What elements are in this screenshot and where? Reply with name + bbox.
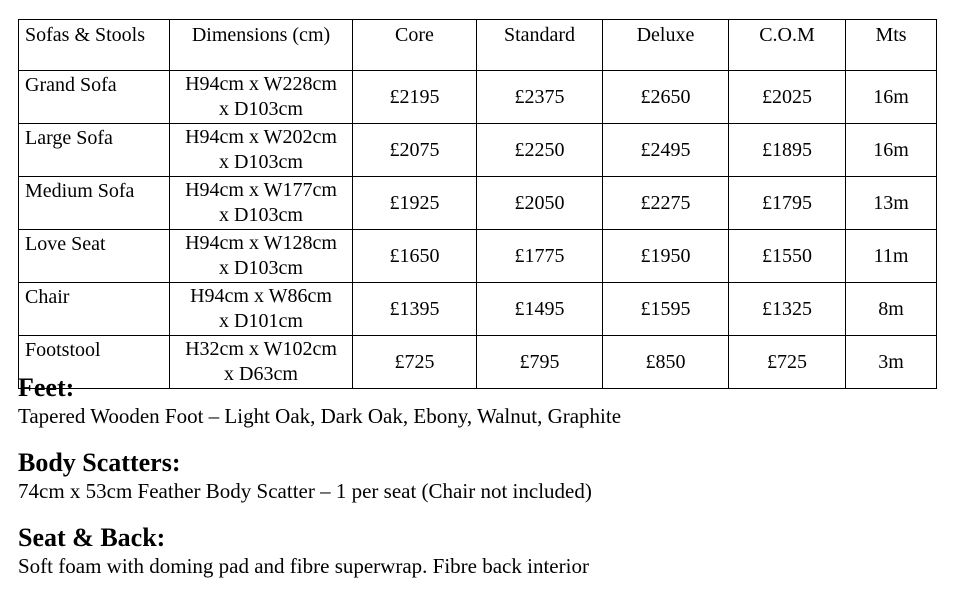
price-standard: £1495 <box>477 283 603 336</box>
header-standard: Standard <box>477 20 603 71</box>
price-deluxe: £850 <box>603 336 729 389</box>
dimensions-line-2: x D103cm <box>219 204 303 226</box>
table-row <box>19 177 937 230</box>
product-dimensions <box>170 230 353 283</box>
price-deluxe: £2650 <box>603 71 729 124</box>
product-dimensions <box>170 177 353 230</box>
price-core: £1395 <box>353 283 477 336</box>
product-dimensions <box>170 71 353 124</box>
table-header-row <box>19 20 937 71</box>
body-scatters-section <box>18 448 592 504</box>
feet-title: Feet: <box>18 373 75 402</box>
dimensions-line-1: H94cm x W86cm <box>190 285 332 307</box>
price-core: £725 <box>353 336 477 389</box>
price-standard: £1775 <box>477 230 603 283</box>
dimensions-line-2: x D103cm <box>219 151 303 173</box>
seat-back-title: Seat & Back: <box>18 523 166 552</box>
body-scatters-title: Body Scatters: <box>18 448 181 477</box>
price-com: £1795 <box>729 177 846 230</box>
dimensions-line-1: H94cm x W228cm <box>185 73 337 95</box>
fabric-metres: 16m <box>846 124 937 177</box>
header-deluxe: Deluxe <box>603 20 729 71</box>
price-com: £725 <box>729 336 846 389</box>
product-name: Medium Sofa <box>19 177 170 230</box>
dimensions-line-1: H32cm x W102cm <box>185 338 337 360</box>
body-scatters-text: 74cm x 53cm Feather Body Scatter – 1 per seat (Chair not included) <box>18 479 592 503</box>
feet-section <box>18 373 621 429</box>
price-com: £2025 <box>729 71 846 124</box>
seat-back-text: Soft foam with doming pad and fibre superwrap. Fibre back interior <box>18 554 589 578</box>
dimensions-line-1: H94cm x W202cm <box>185 126 337 148</box>
price-standard: £795 <box>477 336 603 389</box>
price-deluxe: £1595 <box>603 283 729 336</box>
price-deluxe: £2495 <box>603 124 729 177</box>
price-com: £1550 <box>729 230 846 283</box>
price-table <box>18 19 937 389</box>
product-name: Grand Sofa <box>19 71 170 124</box>
product-dimensions <box>170 283 353 336</box>
table-row <box>19 124 937 177</box>
product-dimensions <box>170 124 353 177</box>
table-row <box>19 283 937 336</box>
dimensions-line-2: x D63cm <box>224 363 298 385</box>
seat-back-section <box>18 523 589 579</box>
product-name: Footstool <box>19 336 170 389</box>
price-deluxe: £1950 <box>603 230 729 283</box>
product-name: Chair <box>19 283 170 336</box>
dimensions-line-1: H94cm x W128cm <box>185 232 337 254</box>
header-mts: Mts <box>846 20 937 71</box>
fabric-metres: 16m <box>846 71 937 124</box>
price-core: £1925 <box>353 177 477 230</box>
dimensions-line-2: x D103cm <box>219 98 303 120</box>
dimensions-line-2: x D103cm <box>219 257 303 279</box>
fabric-metres: 13m <box>846 177 937 230</box>
table-row <box>19 230 937 283</box>
product-name: Love Seat <box>19 230 170 283</box>
product-name: Large Sofa <box>19 124 170 177</box>
fabric-metres: 8m <box>846 283 937 336</box>
table-row <box>19 71 937 124</box>
header-core: Core <box>353 20 477 71</box>
price-com: £1325 <box>729 283 846 336</box>
header-com: C.O.M <box>729 20 846 71</box>
price-standard: £2375 <box>477 71 603 124</box>
dimensions-line-1: H94cm x W177cm <box>185 179 337 201</box>
fabric-metres: 3m <box>846 336 937 389</box>
price-core: £2075 <box>353 124 477 177</box>
dimensions-line-2: x D101cm <box>219 310 303 332</box>
header-dimensions: Dimensions (cm) <box>170 20 353 71</box>
feet-text: Tapered Wooden Foot – Light Oak, Dark Oak, Ebony, Walnut, Graphite <box>18 404 622 428</box>
price-standard: £2250 <box>477 124 603 177</box>
price-core: £2195 <box>353 71 477 124</box>
fabric-metres: 11m <box>846 230 937 283</box>
price-core: £1650 <box>353 230 477 283</box>
price-com: £1895 <box>729 124 846 177</box>
price-deluxe: £2275 <box>603 177 729 230</box>
header-sofas-stools: Sofas & Stools <box>19 20 170 71</box>
price-standard: £2050 <box>477 177 603 230</box>
